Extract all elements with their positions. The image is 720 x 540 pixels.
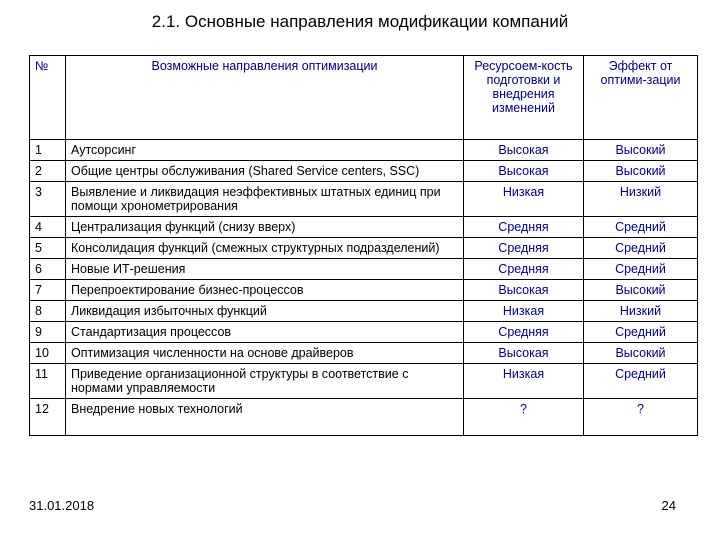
table-row [30, 280, 698, 301]
row-effect: Низкий [584, 301, 698, 322]
table-row [30, 217, 698, 238]
row-effect: Средний [584, 364, 698, 399]
row-number: 1 [30, 140, 66, 161]
table-row [30, 140, 698, 161]
header-direction: Возможные направления оптимизации [66, 56, 464, 140]
row-resource: Низкая [464, 301, 584, 322]
header-effect: Эффект от оптими-зации [584, 56, 698, 140]
optimization-table [29, 55, 698, 436]
row-direction: Консолидация функций (смежных структурных подразделений) [66, 238, 464, 259]
row-effect: Высокий [584, 343, 698, 364]
row-effect: Высокий [584, 161, 698, 182]
row-effect: Высокий [584, 280, 698, 301]
row-resource: Низкая [464, 364, 584, 399]
row-direction: Стандартизация процессов [66, 322, 464, 343]
table-row [30, 322, 698, 343]
row-effect: Низкий [584, 182, 698, 217]
row-effect: Средний [584, 217, 698, 238]
table-row [30, 343, 698, 364]
table-row [30, 301, 698, 322]
row-resource: Высокая [464, 343, 584, 364]
page-number: 24 [661, 498, 676, 513]
row-direction: Общие центры обслуживания (Shared Service centers, SSC) [66, 161, 464, 182]
row-number: 3 [30, 182, 66, 217]
row-number: 11 [30, 364, 66, 399]
header-number: № [30, 56, 66, 140]
row-resource: Низкая [464, 182, 584, 217]
table-row [30, 182, 698, 217]
slide-title: 2.1. Основные направления модификации компаний [151, 12, 569, 31]
table-row [30, 364, 698, 399]
row-number: 9 [30, 322, 66, 343]
row-direction: Новые ИТ-решения [66, 259, 464, 280]
table-row [30, 161, 698, 182]
row-effect: Средний [584, 238, 698, 259]
row-direction: Централизация функций (снизу вверх) [66, 217, 464, 238]
row-direction: Внедрение новых технологий [66, 399, 464, 436]
row-resource: Высокая [464, 161, 584, 182]
slide-date: 31.01.2018 [29, 498, 95, 513]
row-resource: Средняя [464, 238, 584, 259]
table-row [30, 238, 698, 259]
header-resource-intensity: Ресурсоем-кость подготовки и внедрения изменений [464, 56, 584, 140]
row-number: 8 [30, 301, 66, 322]
row-number: 5 [30, 238, 66, 259]
row-resource: Высокая [464, 280, 584, 301]
row-effect: Средний [584, 259, 698, 280]
row-resource: Средняя [464, 217, 584, 238]
row-number: 4 [30, 217, 66, 238]
row-effect: ? [584, 399, 698, 436]
row-resource: ? [464, 399, 584, 436]
row-direction: Аутсорсинг [66, 140, 464, 161]
row-number: 12 [30, 399, 66, 436]
row-number: 2 [30, 161, 66, 182]
row-direction: Перепроектирование бизнес-процессов [66, 280, 464, 301]
table-header-row [30, 56, 698, 140]
row-number: 7 [30, 280, 66, 301]
row-effect: Средний [584, 322, 698, 343]
row-number: 10 [30, 343, 66, 364]
row-resource: Средняя [464, 322, 584, 343]
row-direction: Выявление и ликвидация неэффективных штатных единиц при помощи хронометрирования [66, 182, 464, 217]
row-direction: Ликвидация избыточных функций [66, 301, 464, 322]
row-effect: Высокий [584, 140, 698, 161]
table-row [30, 259, 698, 280]
table-row [30, 399, 698, 436]
row-direction: Приведение организационной структуры в соответствие с нормами управляемости [66, 364, 464, 399]
row-resource: Высокая [464, 140, 584, 161]
row-direction: Оптимизация численности на основе драйверов [66, 343, 464, 364]
row-number: 6 [30, 259, 66, 280]
row-resource: Средняя [464, 259, 584, 280]
